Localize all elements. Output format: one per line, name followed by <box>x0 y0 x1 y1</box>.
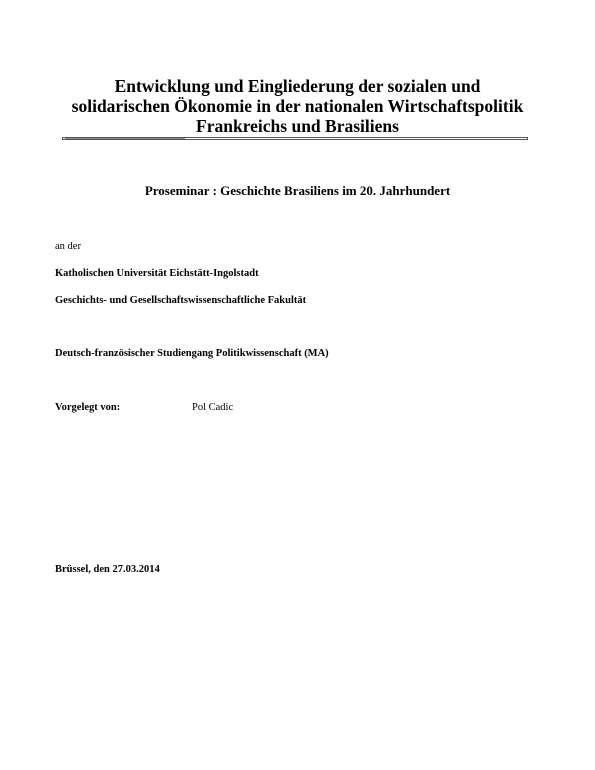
title-line-2: solidarischen Ökonomie in der nationalen Wirtschaftspolitik <box>71 96 524 116</box>
place-and-date: Brüssel, den 27.03.2014 <box>55 564 160 575</box>
title-line-1: Entwicklung und Eingliederung der sozialen und <box>114 76 481 96</box>
faculty-name: Geschichts- und Gesellschaftswissenschaftliche Fakultät <box>55 295 307 306</box>
university-name: Katholischen Universität Eichstätt-Ingolstadt <box>55 268 259 279</box>
title-line-3: Frankreichs und Brasiliens <box>196 116 399 136</box>
seminar-subtitle: Proseminar : Geschichte Brasiliens im 20. Jahrhundert <box>144 183 451 198</box>
author-name: Pol Cadic <box>192 402 234 413</box>
title-rule-inner-line <box>65 138 185 139</box>
document-title <box>40 76 555 136</box>
title-underline-rule <box>62 137 528 140</box>
study-program: Deutsch-französischer Studiengang Politikwissenschaft (MA) <box>55 348 329 359</box>
submitted-by-label: Vorgelegt von: <box>55 402 121 413</box>
an-der-text: an der <box>55 241 81 252</box>
